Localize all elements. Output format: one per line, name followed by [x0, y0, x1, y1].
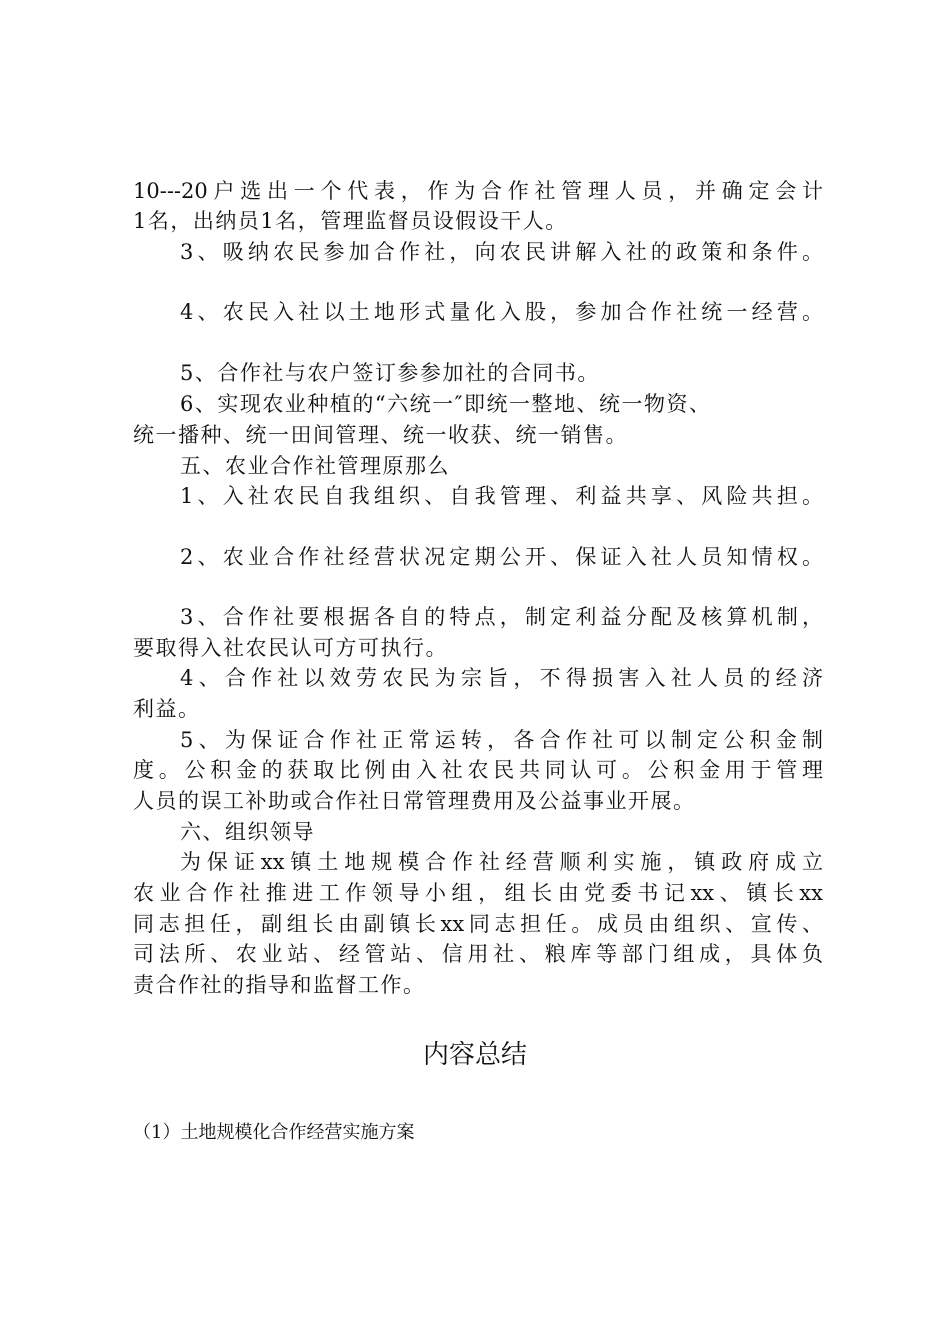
summary-item: （1）土地规模化合作经营实施方案 — [133, 1122, 415, 1143]
body-line: 人员的误工补助或合作社日常管理费用及公益事业开展。 — [133, 789, 696, 813]
body-line: 1、入社农民自我组织、自我管理、利益共享、风险共担。 — [180, 484, 823, 508]
body-line: 1名，出纳员1名，管理监督员设假设干人。 — [133, 209, 568, 233]
body-line: 司法所、农业站、经管站、信用社、粮库等部门组成，具体负 — [133, 942, 823, 966]
body-line: 5、合作社与农户签订参参加社的合同书。 — [180, 361, 600, 385]
body-line: 3、合作社要根据各自的特点，制定利益分配及核算机制， — [180, 605, 823, 629]
body-line: 度。公积金的获取比例由入社农民共同认可。公积金用于管理 — [133, 758, 823, 782]
body-line: 2、农业合作社经营状况定期公开、保证入社人员知情权。 — [180, 545, 823, 569]
body-line: 4、农民入社以土地形式量化入股，参加合作社统一经营。 — [180, 300, 823, 324]
body-line: 要取得入社农民认可方可执行。 — [133, 636, 448, 660]
body-line: 利益。 — [133, 697, 201, 721]
body-line: 5、为保证合作社正常运转，各合作社可以制定公积金制 — [180, 728, 823, 752]
body-line: 6、实现农业种植的“六统一″即统一整地、统一物资、 — [180, 392, 712, 416]
body-line: 统一播种、统一田间管理、统一收获、统一销售。 — [133, 423, 628, 447]
body-line: 责合作社的指导和监督工作。 — [133, 973, 426, 997]
body-line: 为保证xx镇土地规模合作社经营顺利实施，镇政府成立 — [180, 850, 823, 874]
body-line: 农业合作社推进工作领导小组，组长由党委书记xx、镇长xx — [133, 881, 823, 905]
body-line: 同志担任，副组长由副镇长xx同志担任。成员由组织、宣传、 — [133, 912, 823, 936]
section-heading: 五、农业合作社管理原那么 — [180, 454, 450, 478]
body-line: 4、合作社以效劳农民为宗旨，不得损害入社人员的经济 — [180, 666, 823, 690]
section-heading: 六、组织领导 — [180, 820, 315, 844]
body-line: 10---20户选出一个代表，作为合作社管理人员，并确定会计 — [133, 179, 823, 203]
body-line: 3、吸纳农民参加合作社，向农民讲解入社的政策和条件。 — [180, 240, 823, 264]
summary-title: 内容总结 — [422, 1040, 527, 1070]
